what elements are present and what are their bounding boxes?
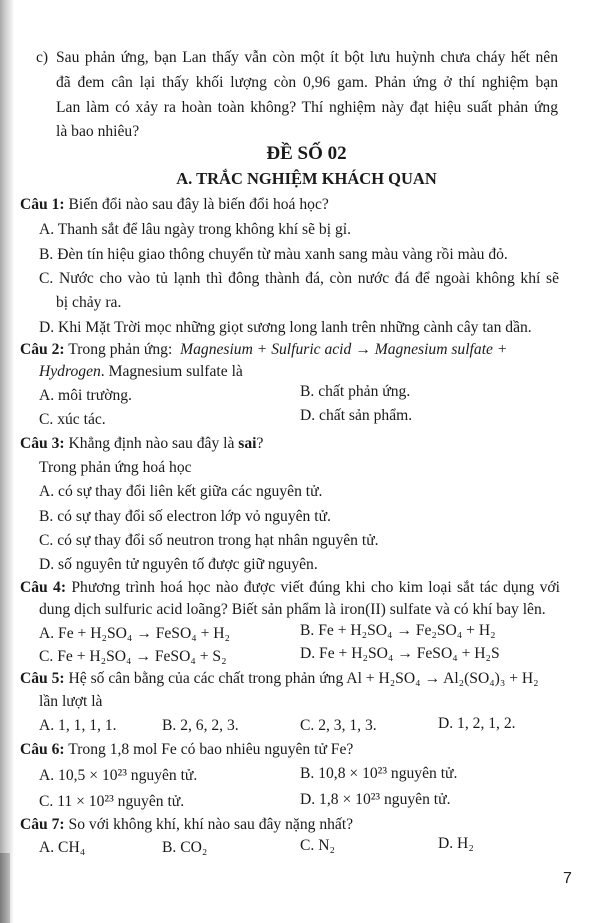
question-6-label: Câu 6: (20, 741, 65, 758)
q7-option-c: C. N₂ (300, 837, 335, 854)
question-1-label: Câu 1: (20, 196, 65, 213)
q4-option-b: B. Fe + H₂SO₄ → Fe₂SO₄ + H₂ (300, 622, 496, 639)
intro-line-4: là bao nhiêu? (56, 123, 140, 140)
intro-label: c) (36, 49, 49, 66)
page-number: 7 (563, 870, 572, 887)
question-5 (20, 669, 539, 689)
question-3-label: Câu 3: (20, 435, 65, 452)
question-4-text: Phương trình hoá học nào được viết đúng khi cho kim loại sắt tác dụng với (71, 579, 560, 596)
q6-option-a: A. 10,5 × 10²³ nguyên tử. (39, 767, 198, 784)
question-4 (20, 578, 560, 598)
question-2-equation-end: Hydrogen (39, 363, 101, 380)
question-5-text: Hệ số cân bằng của các chất trong phản ứng Al + H₂SO₄ → Al₂(SO₄)₃ + H₂ (68, 670, 539, 687)
intro-line-1: Sau phản ứng, bạn Lan thấy vẫn còn một ít bột lưu huỳnh chưa cháy hết nên (56, 49, 558, 66)
question-3-emphasis: sai (238, 435, 257, 452)
q2-option-a: A. môi trường. (39, 387, 132, 404)
question-2-cont (39, 362, 243, 382)
q1-option-b: B. Đèn tín hiệu giao thông chuyển từ màu xanh sang màu vàng rồi màu đỏ. (39, 246, 508, 263)
section-title: A. TRẮC NGHIỆM KHÁCH QUAN (176, 169, 437, 188)
q4-option-a: A. Fe + H₂SO₄ → FeSO₄ + H₂ (39, 625, 230, 642)
question-2-text: Trong phản ứng: (68, 341, 173, 358)
q3-option-b: B. có sự thay đổi số electron lớp vỏ nguyên tử. (39, 508, 331, 525)
question-2-text-end: . Magnesium sulfate là (100, 363, 243, 380)
q4-option-d: D. Fe + H₂SO₄ → FeSO₄ + H₂S (300, 645, 500, 662)
q3-option-c: C. có sự thay đổi số neutron trong hạt nhân nguyên tử. (39, 532, 379, 549)
q2-option-b: B. chất phản ứng. (300, 383, 411, 400)
q5-option-d: D. 1, 2, 1, 2. (438, 715, 516, 732)
exam-title: ĐỀ SỐ 02 (266, 143, 347, 164)
question-4-label: Câu 4: (20, 579, 67, 596)
intro-line-2: đã đem cân lại thấy khối lượng còn 0,96 gam. Phản ứng ở thí nghiệm bạn (56, 74, 558, 91)
q7-option-a: A. CH₄ (39, 839, 86, 856)
q6-option-b: B. 10,8 × 10²³ nguyên tử. (300, 765, 458, 782)
q6-option-c: C. 11 × 10²³ nguyên tử. (39, 793, 185, 810)
q5-option-c: C. 2, 3, 1, 3. (300, 717, 377, 734)
question-5-label: Câu 5: (20, 670, 65, 687)
q1-option-d: D. Khi Mặt Trời mọc những giọt sương long lanh trên những cành cây tan dần. (39, 319, 532, 336)
question-6 (20, 740, 353, 760)
q7-option-d: D. H₂ (438, 835, 474, 852)
question-5-line2: lần lượt là (39, 693, 103, 710)
q2-option-c: C. xúc tác. (39, 411, 106, 428)
question-1-text: Biến đổi nào sau đây là biến đổi hoá học? (68, 196, 329, 213)
q1-option-a: A. Thanh sắt để lâu ngày trong không khí sẽ bị gỉ. (39, 221, 351, 238)
q2-option-d: D. chất sản phẩm. (300, 407, 413, 424)
question-3-mark: ? (256, 435, 264, 452)
q1-option-c-line2: bị chảy ra. (56, 294, 122, 311)
q1-option-c-line1: C. Nước cho vào tủ lạnh thì đông thành đá, còn nước đá để ngoài không khí sẽ (39, 270, 559, 287)
question-1 (20, 195, 329, 215)
question-3 (20, 434, 263, 454)
question-7 (20, 815, 353, 835)
question-7-label: Câu 7: (20, 816, 65, 833)
q7-option-b: B. CO₂ (162, 839, 208, 856)
question-4-line2: dung dịch sulfuric acid loãng? Biết sản phẩm là iron(II) sulfate và có khí bay lên. (39, 601, 546, 618)
q5-option-b: B. 2, 6, 2, 3. (162, 717, 239, 734)
question-2 (20, 340, 560, 360)
q3-option-d: D. số nguyên tử nguyên tố được giữ nguyên. (39, 556, 318, 573)
q4-option-c: C. Fe + H₂SO₄ → FeSO₄ + S₂ (39, 648, 227, 665)
question-7-text: So với không khí, khí nào sau đây nặng nhất? (68, 816, 354, 833)
question-2-label: Câu 2: (20, 341, 65, 358)
question-2-equation: Magnesium + Sulfuric acid → Magnesium sulfate + (180, 341, 508, 358)
question-3-text: Khẳng định nào sau đây là (68, 435, 235, 452)
q6-option-d: D. 1,8 × 10²³ nguyên tử. (300, 791, 451, 808)
q3-stem: Trong phản ứng hoá học (39, 459, 192, 476)
q5-option-a: A. 1, 1, 1, 1. (39, 717, 117, 734)
intro-line-3: Lan làm có xảy ra hoàn toàn không? Thí nghiệm này đạt hiệu suất phản ứng (56, 99, 558, 116)
question-6-text: Trong 1,8 mol Fe có bao nhiêu nguyên tử Fe? (68, 741, 354, 758)
q3-option-a: A. có sự thay đổi liên kết giữa các nguyên tử. (39, 483, 323, 500)
